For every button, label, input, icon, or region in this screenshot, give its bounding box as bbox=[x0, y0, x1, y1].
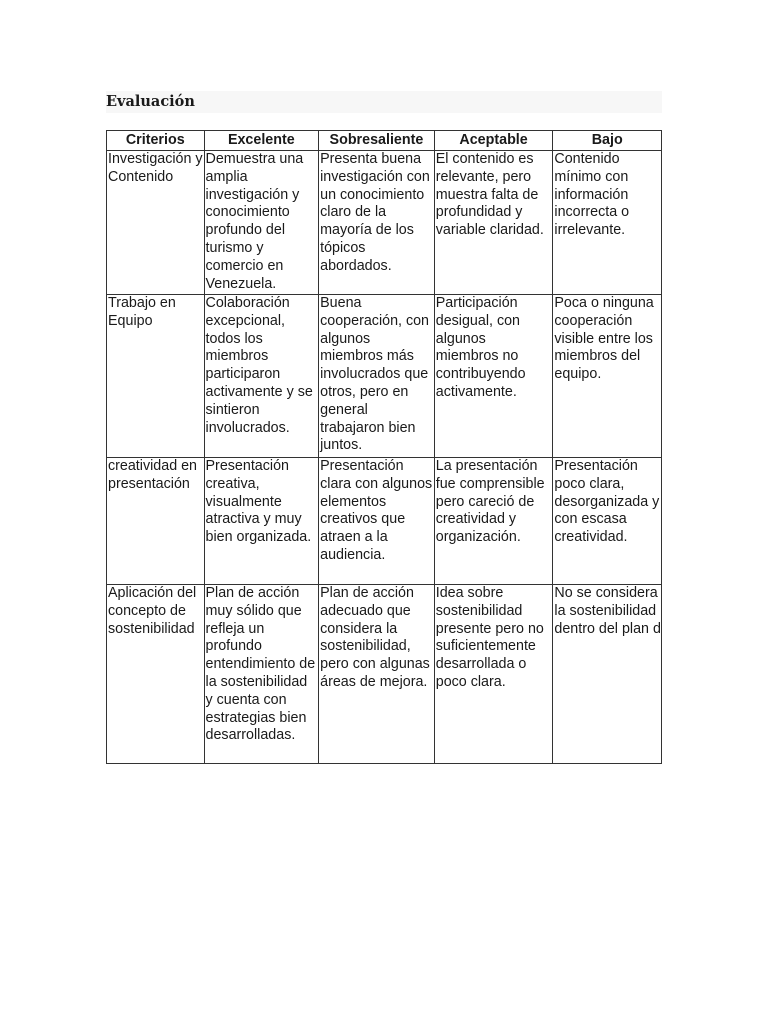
aceptable-cell: La presentación fue comprensible pero careció de creatividad y organización. bbox=[434, 458, 553, 585]
header-bajo: Bajo bbox=[553, 131, 662, 151]
aceptable-cell: El contenido es relevante, pero muestra falta de profundidad y variable claridad. bbox=[434, 151, 553, 295]
rubric-table bbox=[106, 130, 662, 764]
bajo-cell: Presentación poco clara, desorganizada y con escasa creatividad. bbox=[553, 458, 662, 585]
sobresaliente-cell: Presentación clara con algunos elementos creativos que atraen a la audiencia. bbox=[319, 458, 435, 585]
aceptable-cell: Idea sobre sostenibilidad presente pero no suficientemente desarrollada o poco clara. bbox=[434, 585, 553, 764]
sobresaliente-cell: Plan de acción adecuado que considera la sostenibilidad, pero con algunas áreas de mejora. bbox=[319, 585, 435, 764]
section-heading: Evaluación bbox=[106, 93, 195, 110]
table-row bbox=[107, 585, 662, 764]
criterion-cell: creatividad en presentación bbox=[107, 458, 205, 585]
header-aceptable: Aceptable bbox=[434, 131, 553, 151]
excelente-cell: Plan de acción muy sólido que refleja un profundo entendimiento de la sostenibilidad y cuenta con estrategias bien desarrolladas. bbox=[204, 585, 319, 764]
header-criterios: Criterios bbox=[107, 131, 205, 151]
criterion-cell: Trabajo en Equipo bbox=[107, 295, 205, 458]
excelente-cell: Demuestra una amplia investigación y conocimiento profundo del turismo y comercio en Venezuela. bbox=[204, 151, 319, 295]
sobresaliente-cell: Presenta buena investigación con un conocimiento claro de la mayoría de los tópicos abordados. bbox=[319, 151, 435, 295]
bajo-cell: No se considera la sostenibilidad dentro del plan d bbox=[553, 585, 662, 764]
criterion-cell: Aplicación del concepto de sostenibilidad bbox=[107, 585, 205, 764]
table-header-row bbox=[107, 131, 662, 151]
criterion-cell: Investigación y Contenido bbox=[107, 151, 205, 295]
table-row bbox=[107, 295, 662, 458]
bajo-cell: Poca o ninguna cooperación visible entre los miembros del equipo. bbox=[553, 295, 662, 458]
excelente-cell: Presentación creativa, visualmente atractiva y muy bien organizada. bbox=[204, 458, 319, 585]
header-sobresaliente: Sobresaliente bbox=[319, 131, 435, 151]
sobresaliente-cell: Buena cooperación, con algunos miembros más involucrados que otros, pero en general trabajaron bien juntos. bbox=[319, 295, 435, 458]
bajo-cell: Contenido mínimo con información incorrecta o irrelevante. bbox=[553, 151, 662, 295]
table-row bbox=[107, 458, 662, 585]
aceptable-cell: Participación desigual, con algunos miembros no contribuyendo activamente. bbox=[434, 295, 553, 458]
header-excelente: Excelente bbox=[204, 131, 319, 151]
excelente-cell: Colaboración excepcional, todos los miembros participaron activamente y se sintieron involucrados. bbox=[204, 295, 319, 458]
table-row bbox=[107, 151, 662, 295]
